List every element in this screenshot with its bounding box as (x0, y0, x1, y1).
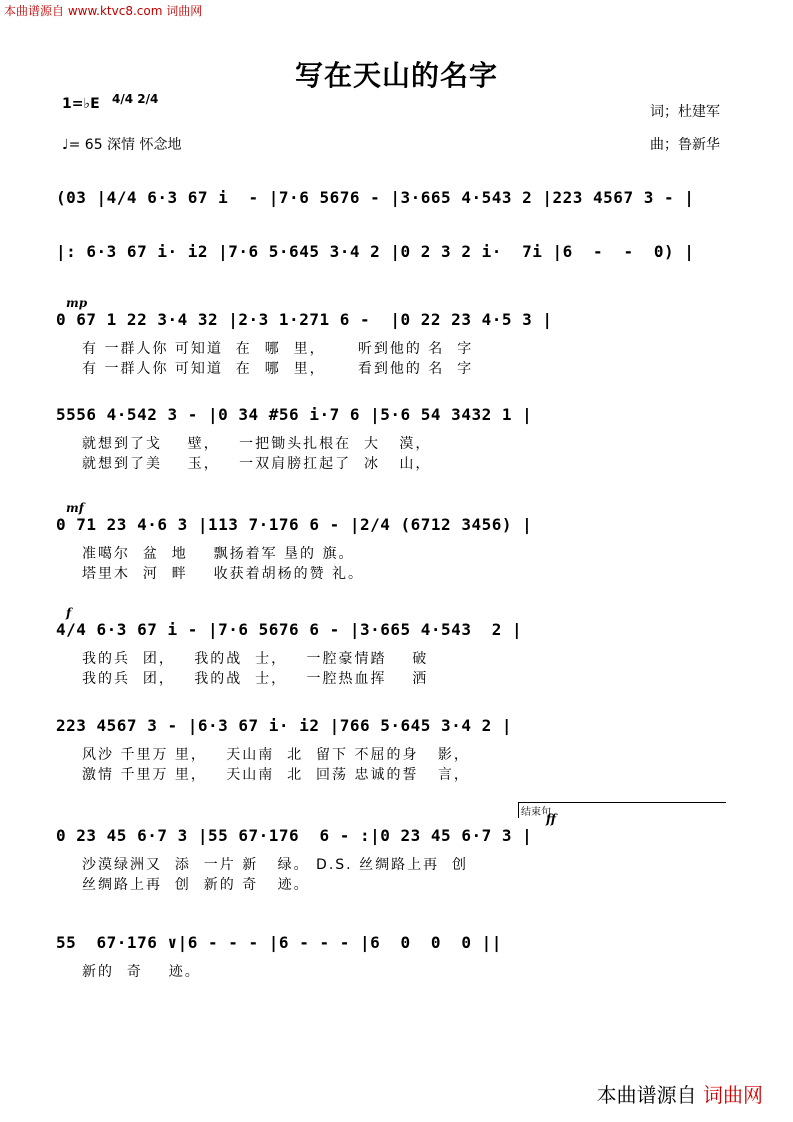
lyric-line: 新的 奇 迹。 (82, 964, 201, 980)
lyric-line: 有 一群人你 可知道 在 哪 里， 看到他的 名 字 (82, 361, 474, 377)
time-signature: 4/4 2/4 (112, 92, 159, 106)
dynamic-marking: f (66, 606, 72, 620)
dynamic-marking: mf (66, 501, 84, 515)
watermark-top: 本曲谱源自 www.ktvc8.com 词曲网 (4, 4, 203, 18)
score-row (56, 807, 728, 893)
score-row (56, 716, 728, 783)
lyric-line: 塔里木 河 畔 收获着胡杨的赞 礼。 (82, 566, 365, 582)
composer: 曲；鲁新华 (650, 137, 720, 153)
lyric-line: 就想到了美 玉， 一双肩膀扛起了 冰 山， (82, 456, 432, 472)
notation-line: 4/4 6·3 67 i - |7·6 5676 6 - |3·665 4·543 2 | (56, 620, 523, 639)
dynamic-marking: mp (66, 296, 88, 310)
tempo-marking: ♩= 65 深情 怀念地 (62, 137, 182, 153)
notation-line: 55 67·176 ∨|6 - - - |6 - - - |6 0 0 0 || (56, 933, 502, 952)
dynamic-marking: ff (546, 812, 556, 826)
score-row (56, 933, 728, 980)
bottom-credit (597, 1079, 763, 1108)
notation-line: 5556 4·542 3 - |0 34 #56 i·7 6 |5·6 54 3432 1 | (56, 405, 533, 424)
score-row (56, 606, 728, 687)
credit-site: 词曲网 (703, 1083, 763, 1107)
notation-line: 0 23 45 6·7 3 |55 67·176 6 - :|0 23 45 6·7 3 | (56, 826, 533, 845)
page-title: 写在天山的名字 (294, 59, 498, 92)
score-row (56, 405, 728, 472)
lyric-line: 有 一群人你 可知道 在 哪 里， 听到他的 名 字 (82, 341, 474, 357)
key-signature: 1=♭E (62, 96, 100, 112)
lyric-line: 丝绸路上再 创 新的 奇 迹。 (82, 877, 310, 893)
lyric-line: 激情 千里万 里， 天山南 北 回荡 忠诚的誓 言， (82, 767, 470, 783)
lyric-line: 就想到了戈 壁， 一把锄头扎根在 大 漠， (82, 436, 432, 452)
score-row (56, 296, 728, 377)
lyric-line: 我的兵 团， 我的战 士， 一腔热血挥 洒 (82, 671, 429, 687)
lyricist: 词；杜建军 (650, 104, 720, 120)
credit-text: 本曲谱源自 (596, 1083, 697, 1107)
notation-line: 0 71 23 4·6 3 |113 7·176 6 - |2/4 (6712 3456) | (56, 515, 533, 534)
lyric-line: 沙漠绿洲又 添 一片 新 绿。 D.S. 丝绸路上再 创 (82, 857, 468, 873)
score-row (56, 501, 728, 582)
notation-line: 223 4567 3 - |6·3 67 i· i2 |766 5·645 3·4 2 | (56, 716, 512, 735)
lyric-line: 准噶尔 盆 地 飘扬着军 垦的 旗。 (82, 546, 355, 562)
notation-line: (03 |4/4 6·3 67 i - |7·6 5676 - |3·665 4·543 2 |223 4567 3 - | (56, 188, 695, 207)
score-row (56, 188, 728, 228)
score-row (56, 242, 728, 282)
lyric-line: 风沙 千里万 里， 天山南 北 留下 不屈的身 影， (82, 747, 470, 763)
notation-line: |: 6·3 67 i· i2 |7·6 5·645 3·4 2 |0 2 3 2 i· 7i |6 - - 0) | (56, 242, 695, 261)
lyric-line: 我的兵 团， 我的战 士， 一腔豪情踏 破 (82, 651, 429, 667)
notation-line: 0 67 1 22 3·4 32 |2·3 1·271 6 - |0 22 23 4·5 3 | (56, 310, 553, 329)
ending-box: 结束句 (518, 802, 726, 818)
